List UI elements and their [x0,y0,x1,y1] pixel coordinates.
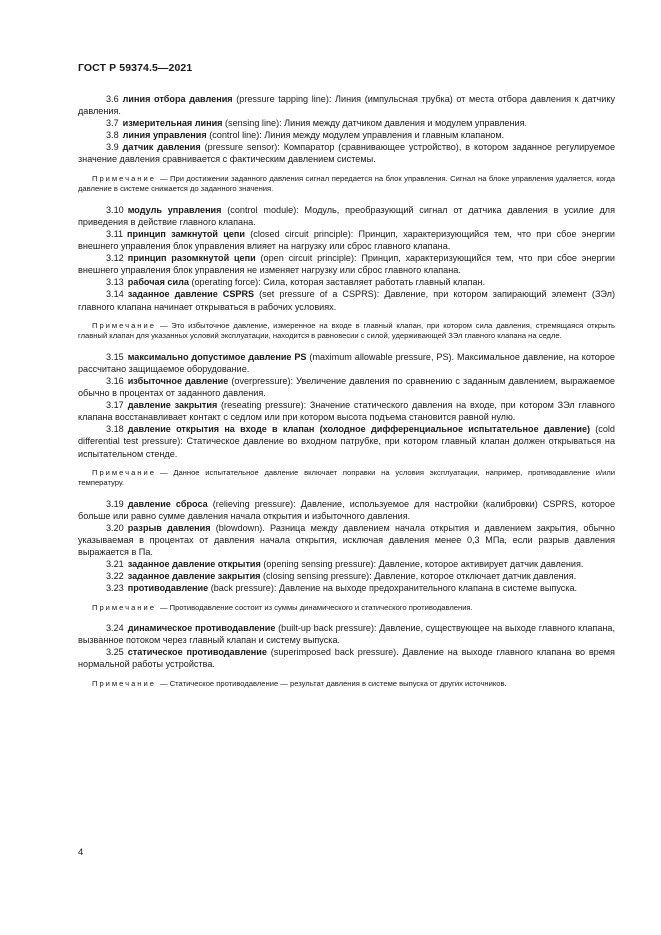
definition-text: (closing sensing pressure): Давление, которое отключает датчик давления. [263,571,577,582]
definition-paragraph [78,129,615,141]
term: принцип разомкнутой цепи [127,253,256,264]
definition-paragraph [78,423,615,459]
note-label: Примечание [92,602,156,612]
definition-paragraph [78,622,615,646]
clause-number: 3.24 [106,623,124,634]
clause-number: 3.11 [106,228,124,239]
clause-number: 3.14 [106,289,124,300]
term: заданное давление открытия [127,559,261,570]
term: избыточное давление [127,375,229,386]
definition-text: (operating force): Сила, которая заставляет работать главный клапан. [191,277,486,288]
definition-paragraph [78,276,615,288]
definition-text: (pressure sensor): Компаратор (сравнивающее устройство), в котором заданное регулируемое значение давления сравнивается с фактическим давлением системы. [78,142,615,165]
clause-number: 3.8 [106,130,119,141]
definition-text: (sensing line): Линия между датчиком давления и модулем управления. [225,118,528,129]
definition-text: (pressure tapping line): Линия (импульсная трубка) от места отбора давления к датчику давления. [78,94,615,117]
definition-text: (reseating pressure): Значение статического давления на входе, при котором ЗЭл главного клапана восстанавливает контакт с седлом или при котором высота подъема становится равной нулю. [78,400,615,423]
definition-text: (built-up back pressure): Давление, существующее на выходе главного клапана, вызванное потоком через главный клапан и систему выпуска. [78,623,616,646]
definition-paragraph [78,141,615,165]
definition-paragraph [78,646,615,670]
definition-paragraph [78,288,615,312]
definition-text: (relieving pressure): Давление, используемое для настройки (калибровки) CSPRS, которое больше или равно сумме давления начала открытия и избыточного давления. [78,498,615,521]
term: динамическое противодавление [127,623,276,634]
clause-number: 3.25 [106,647,124,658]
term: линия управления [122,130,207,141]
page-number: 4 [78,847,84,858]
definition-paragraph [78,252,615,276]
note [78,603,615,614]
definition-text: (closed circuit principle): Принцип, характеризующийся тем, что при сбое энергии внешнего управления блок управления влияет на нагрузку или сброс главного клапана. [78,228,615,252]
definition-text: (maximum allowable pressure, PS). Максимальное давление, на которое рассчитано защищаемое оборудование. [78,351,615,374]
definition-text: (cold differential test pressure): Статическое давление во входном патрубке, при котором главный клапан должен открываться на испытательном стенде. [78,424,615,459]
note-label: Примечание [92,467,156,477]
clause-number: 3.18 [106,424,124,435]
clause-number: 3.12 [106,253,124,264]
definition-text: (blowdown). Разница между давлением начала открытия и давлением закрытия, обычно указываемая в процентах от давления начала открытия, исключая давления менее 0,3 МПа, если разрыв давления выражается в Па. [78,523,615,558]
definition-paragraph [78,582,615,594]
definition-text: (opening sensing pressure): Давление, которое активирует датчик давления. [263,559,584,570]
document-header: ГОСТ Р 59374.5—2021 [78,62,193,74]
note-label: Примечание [92,173,156,183]
definition-text: (open circuit principle): Принцип, характеризующийся тем, что при сбое энергии внешнего управления блок управления не изменяет нагрузку или сброс главного клапана. [78,253,615,276]
clause-number: 3.13 [106,277,124,288]
term: линия отбора давления [122,94,233,104]
note [78,321,615,342]
clause-number: 3.10 [106,204,124,215]
note-text: — Данное испытательное давление включает поправки на условия эксплуатации, например, противодавление и/или температуру. [78,467,615,488]
term: давление закрытия [127,400,218,411]
clause-number: 3.7 [106,118,119,129]
definition-text: (back pressure): Давление на выходе предохранительного клапана в системе выпуска. [210,583,578,594]
term: модуль управления [127,204,222,215]
definition-paragraph [78,375,615,399]
definition-paragraph [78,570,615,582]
note-text: — Противодавление состоит из суммы динамического и статического противодавления. [159,602,473,612]
note-text: — Это избыточное давление, измеренное на входе в главный клапан, при котором сила давления, стремящаяся открыть главный клапан для указанных условий эксплуатации, находится в равновесии с силой, удерживающей ЗЭл главного клапана на седле. [78,320,615,341]
definition-paragraph [78,399,615,423]
definition-text: (overpressure): Увеличение давления по сравнению с заданным давлением, выражаемое обычно в процентах от заданного давления. [78,375,615,399]
definition-text: (control line): Линия между модулем управления и главным клапаном. [209,130,505,141]
definition-paragraph [78,558,615,570]
definition-paragraph [78,93,615,117]
term: статическое противодавление [127,647,267,658]
term: противодавление [127,583,209,594]
definition-paragraph [78,351,615,375]
note-text: — При достижении заданного давления сигнал передается на блок управления. Сигнал на блоке управления удаляется, когда давление в системе снижается до заданного значения. [78,173,615,194]
term: рабочая сила [127,277,189,288]
clause-number: 3.9 [106,142,119,153]
clause-number: 3.22 [106,571,124,582]
clause-number: 3.17 [106,400,124,411]
note [78,679,615,690]
clause-number: 3.21 [106,559,124,570]
term: заданное давление CSPRS [127,289,255,300]
definition-text: (superimposed back pressure). Давление на выходе главного клапана во время нормальной работы устройства. [78,647,615,670]
term: заданное давление закрытия [127,571,261,582]
clause-number: 3.16 [106,375,124,386]
note-label: Примечание [92,678,156,688]
document-body [78,93,615,698]
clause-number: 3.6 [106,94,119,104]
term: измерительная линия [122,118,223,129]
note [78,468,615,489]
term: принцип замкнутой цепи [127,228,245,239]
term: давление открытия на входе в клапан (холодное дифференциальное испытательное давление) [127,424,591,435]
clause-number: 3.15 [106,351,124,362]
term: разрыв давления [127,523,211,533]
definition-text: (set pressure of a CSPRS): Давление, при котором запирающий элемент (ЗЭл) главного клапана начинает открываться в рабочих условиях. [78,289,616,312]
definition-paragraph [78,522,615,558]
definition-paragraph [78,117,615,129]
note-label: Примечание [92,320,156,330]
term: максимально допустимое давление PS [127,351,307,362]
term: датчик давления [122,142,201,153]
definition-paragraph [78,228,615,252]
definition-paragraph [78,204,615,228]
term: давление сброса [127,498,208,509]
clause-number: 3.19 [106,498,124,509]
note-text: — Статическое противодавление — результат давления в системе выпуска от других источников. [159,678,507,688]
note [78,174,615,195]
clause-number: 3.20 [106,523,124,533]
clause-number: 3.23 [106,583,124,594]
definition-text: (control module): Модуль, преобразующий сигнал от датчика давления в усилие для приведения в действие главного клапана. [78,204,615,227]
definition-paragraph [78,498,615,522]
